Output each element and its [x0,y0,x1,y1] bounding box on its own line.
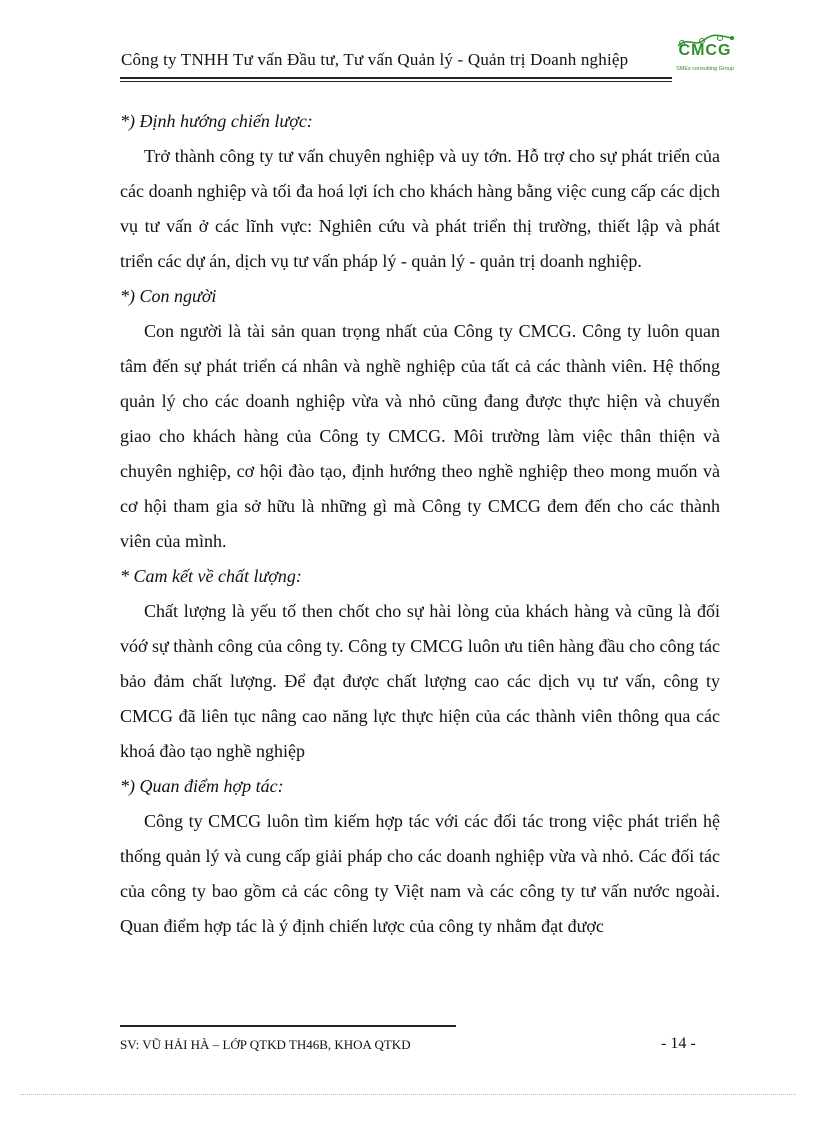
header-title: Công ty TNHH Tư vấn Đầu tư, Tư vấn Quản lý - Quản trị Doanh nghiệp [121,50,629,69]
footer-rule [120,1025,456,1027]
logo-subtext: SMEs consulting Group [676,66,734,72]
logo-text: CMCG [678,42,732,59]
paragraph-quality: Chất lượng là yếu tố then chốt cho sự hài lòng của khách hàng và cũng là đối vóớ sự thành công của công ty. Công ty CMCG luôn ưu tiên hàng đầu cho công tác bảo đảm chất lượng. Để đạt được chất lượng cao các dịch vụ tư vấn, công ty CMCG đã liên tục nâng cao năng lực thực hiện của các thành viên thông qua các khoá đào tạo nghề nghiệp [120,601,720,761]
page-number: - 14 - [661,1035,696,1052]
paragraph-strategy: Trở thành công ty tư vấn chuyên nghiệp và uy tớn. Hỗ trợ cho sự phát triển của các doanh nghiệp và tối đa hoá lợi ích cho khách hàng bằng việc cung cấp các dịch vụ tư vấn ở các lĩnh vực: Nghiên cứu và phát triển thị trường, thiết lập và phát triển các dự án, dịch vụ tư vấn pháp lý - quản lý - quản trị doanh nghiệp. [120,146,720,271]
paragraph-people: Con người là tài sản quan trọng nhất của Công ty CMCG. Công ty luôn quan tâm đến sự phát triển cá nhân và nghề nghiệp của tất cả các thành viên. Hệ thống quản lý cho các doanh nghiệp vừa và nhỏ cũng đang được thực hiện và chuyển giao cho khách hàng của Công ty CMCG. Môi trường làm việc thân thiện và chuyên nghiệp, cơ hội đào tạo, định hướng theo nghề nghiệp theo mong muốn và cơ hội tham gia sở hữu là những gì mà Công ty CMCG đem đến cho các thành viên của mình. [120,321,720,551]
footer-student-info: SV: VŨ HẢI HÀ – LỚP QTKD TH46B, KHOA QTKD [120,1037,411,1052]
cmcg-logo [672,34,738,82]
section-heading-cooperation: *) Quan điểm hợp tác: [120,776,284,796]
header-double-rule [120,77,672,82]
paragraph-cooperation: Công ty CMCG luôn tìm kiếm hợp tác với các đối tác trong việc phát triển hệ thống quản lý và cung cấp giải pháp cho các doanh nghiệp vừa và nhỏ. Các đối tác của công ty bao gồm cả các công ty Việt nam và các công ty tư vấn nước ngoài. Quan điểm hợp tác là ý định chiến lược của công ty nhằm đạt được [120,811,720,936]
section-heading-people: *) Con người [120,286,217,306]
section-heading-strategy: *) Định hướng chiến lược: [120,111,313,131]
page-edge-divider [20,1094,796,1095]
section-heading-quality: * Cam kết về chất lượng: [120,566,302,586]
page-content [120,104,720,944]
